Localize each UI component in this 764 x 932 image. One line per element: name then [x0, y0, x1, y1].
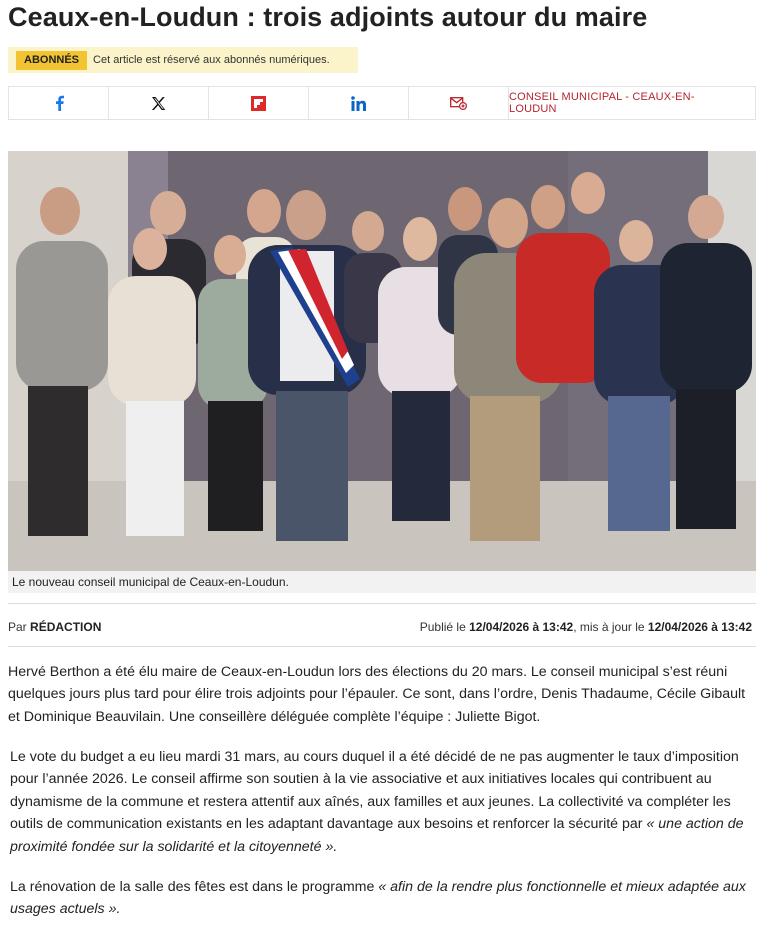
- publication-info: [420, 620, 752, 634]
- share-email-button[interactable]: [409, 87, 509, 119]
- subscriber-note: Cet article est réservé aux abonnés numériques.: [93, 54, 330, 66]
- x-icon: [151, 96, 166, 111]
- updated-label: , mis à jour le: [573, 620, 645, 634]
- share-bar: [8, 86, 756, 120]
- subscriber-badge: ABONNÉS: [16, 51, 87, 70]
- article-photo: [8, 151, 756, 571]
- article-paragraph-2: [8, 746, 756, 858]
- subscriber-banner: [8, 47, 358, 73]
- paragraph-3-text: La rénovation de la salle des fêtes est dans le programme: [10, 879, 379, 895]
- divider: [8, 603, 756, 604]
- article-title: Ceaux-en-Loudun : trois adjoints autour du maire: [8, 2, 648, 32]
- byline-prefix: Par: [8, 620, 27, 634]
- divider: [8, 646, 756, 647]
- flipboard-icon: [251, 96, 266, 111]
- email-icon: [450, 96, 467, 110]
- facebook-icon: [52, 95, 66, 111]
- author-name: RÉDACTION: [30, 620, 102, 634]
- article-paragraph-3: [8, 876, 756, 921]
- linkedin-icon: [351, 96, 367, 111]
- updated-date: 12/04/2026 à 13:42: [647, 620, 752, 634]
- topic-tag-link[interactable]: CONSEIL MUNICIPAL - CEAUX-EN-LOUDUN: [509, 91, 695, 115]
- share-linkedin-button[interactable]: [309, 87, 409, 119]
- share-x-button[interactable]: [109, 87, 209, 119]
- share-facebook-button[interactable]: [9, 87, 109, 119]
- paragraph-3-quote: « afin de la rendre plus fonctionnelle et mieux adaptée aux usages actuels ».: [10, 879, 746, 918]
- photo-caption: Le nouveau conseil municipal de Ceaux-en-Loudun.: [8, 571, 756, 593]
- paragraph-2-quote: « une action de proximité fondée sur la solidarité et la citoyenneté ».: [10, 816, 744, 855]
- published-label: Publié le: [419, 620, 466, 634]
- article-paragraph-1: Hervé Berthon a été élu maire de Ceaux-en-Loudun lors des élections du 20 mars. Le conseil municipal s’est réuni quelques jours plus tard pour élire trois adjoints pour l’épauler. Ce sont, dans l’ordre, Denis Thadaume, Cécile Gibault et Dominique Beauvilain. Une conseillère déléguée complète l’équipe : Juliette Bigot.: [8, 664, 746, 725]
- byline: [8, 620, 101, 634]
- paragraph-2-text: Le vote du budget a eu lieu mardi 31 mars, au cours duquel il a été décidé de ne pas augmenter le taux d’imposition pour l’année 2026. Le conseil affirme son soutien à la vie associative et aux initiatives locales qui contribuent au dynamisme de la commune et restera attentif aux aînés, aux familles et aux jeunes. La collectivité va compléter les outils de communication existants en les adaptant davantage aux besoins et renforcer la sécurité par: [10, 749, 739, 833]
- share-flipboard-button[interactable]: [209, 87, 309, 119]
- published-date: 12/04/2026 à 13:42: [469, 620, 574, 634]
